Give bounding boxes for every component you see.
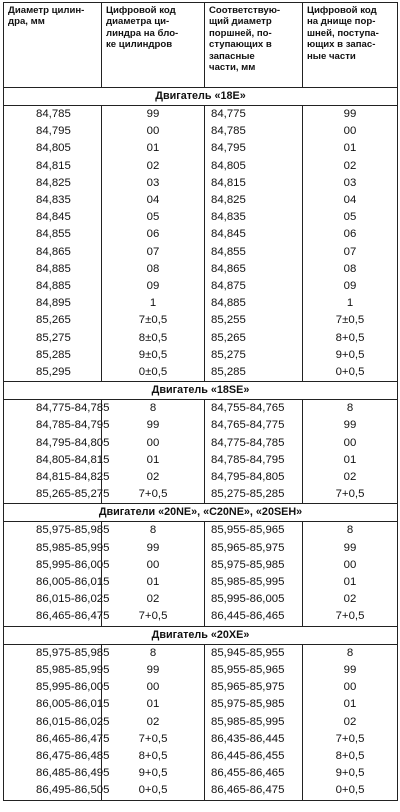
table-row	[4, 417, 398, 434]
piston-diameter-cell: 84,795	[205, 140, 303, 157]
cylinder-code-cell: 08	[102, 261, 205, 278]
header-line: Цифровой код	[106, 5, 176, 16]
cylinder-code-cell: 01	[102, 574, 205, 591]
section-title: Двигатели «20NE», «C20NE», «20SEH»	[4, 504, 398, 522]
cylinder-diameter-cell: 85,995-86,005	[4, 557, 102, 574]
cylinder-diameter-cell: 84,825	[4, 175, 102, 192]
piston-diameter-cell: 84,775	[205, 106, 303, 124]
cylinder-diameter-cell: 85,285	[4, 347, 102, 364]
cylinder-diameter-cell: 84,805-84,815	[4, 452, 102, 469]
piston-diameter-cell: 86,465-86,475	[205, 782, 303, 800]
piston-diameter-cell: 84,855	[205, 244, 303, 261]
piston-code-cell: 8+0,5	[303, 330, 398, 347]
cylinder-code-cell: 7+0,5	[102, 608, 205, 626]
table-row	[4, 158, 398, 175]
header-line: части, мм	[209, 62, 256, 74]
piston-code-cell: 02	[303, 158, 398, 175]
cylinder-diameter-cell: 84,795-84,805	[4, 435, 102, 452]
cylinder-code-cell: 04	[102, 192, 205, 209]
table-row	[4, 679, 398, 696]
section-header-row	[4, 382, 398, 400]
piston-diameter-cell: 84,815	[205, 175, 303, 192]
piston-diameter-cell: 85,255	[205, 312, 303, 329]
cylinder-diameter-cell: 85,985-85,995	[4, 662, 102, 679]
piston-diameter-cell: 85,955-85,965	[205, 522, 303, 540]
cylinder-code-cell: 99	[102, 540, 205, 557]
table-header	[4, 3, 398, 88]
piston-diameter-cell: 84,865	[205, 261, 303, 278]
cylinder-code-cell: 7±0,5	[102, 312, 205, 329]
piston-code-cell: 09	[303, 278, 398, 295]
page	[3, 2, 397, 801]
cylinder-diameter-cell: 84,785	[4, 106, 102, 124]
piston-diameter-cell: 84,795-84,805	[205, 469, 303, 486]
table-row	[4, 435, 398, 452]
piston-code-cell: 00	[303, 557, 398, 574]
table-row	[4, 226, 398, 243]
cylinder-code-cell: 8	[102, 644, 205, 662]
section-header-row	[4, 88, 398, 106]
piston-code-cell: 99	[303, 417, 398, 434]
piston-diameter-cell: 86,455-86,465	[205, 765, 303, 782]
cylinder-diameter-cell: 84,785-84,795	[4, 417, 102, 434]
header-line: диаметра ци-	[106, 16, 170, 28]
table-row	[4, 330, 398, 347]
table-row	[4, 175, 398, 192]
piston-code-cell: 02	[303, 469, 398, 486]
cylinder-code-cell: 0+0,5	[102, 782, 205, 800]
cylinder-diameter-cell: 84,815-84,825	[4, 469, 102, 486]
piston-code-cell: 7+0,5	[303, 731, 398, 748]
table-row	[4, 123, 398, 140]
cylinder-code-cell: 9±0,5	[102, 347, 205, 364]
piston-diameter-cell: 85,985-85,995	[205, 574, 303, 591]
header-line: Соответствую-	[209, 5, 281, 16]
table-row	[4, 278, 398, 295]
table-row	[4, 209, 398, 226]
cylinder-code-cell: 07	[102, 244, 205, 261]
piston-diameter-cell: 84,875	[205, 278, 303, 295]
cylinder-diameter-cell: 84,855	[4, 226, 102, 243]
piston-code-cell: 0+0,5	[303, 782, 398, 800]
header-line: на днище пор-	[307, 16, 376, 28]
cylinder-code-cell: 05	[102, 209, 205, 226]
header-line: ные части	[307, 50, 356, 62]
cylinder-diameter-cell: 86,495-86,505	[4, 782, 102, 800]
cylinder-diameter-cell: 86,465-86,475	[4, 731, 102, 748]
table-row	[4, 522, 398, 540]
cylinder-code-cell: 06	[102, 226, 205, 243]
piston-code-cell: 9+0,5	[303, 347, 398, 364]
piston-diameter-cell: 84,755-84,765	[205, 400, 303, 418]
piston-code-cell: 01	[303, 452, 398, 469]
cylinder-diameter-cell: 85,295	[4, 364, 102, 382]
table-row	[4, 140, 398, 157]
table-row	[4, 748, 398, 765]
cylinder-diameter-cell: 84,775-84,785	[4, 400, 102, 418]
header-line: запасные	[209, 50, 255, 62]
piston-code-cell: 99	[303, 540, 398, 557]
header-line: Цифровой код	[307, 5, 377, 16]
piston-diameter-cell: 85,265	[205, 330, 303, 347]
table-row	[4, 192, 398, 209]
table-row	[4, 731, 398, 748]
cylinder-code-cell: 1	[102, 295, 205, 312]
header-row	[4, 3, 398, 88]
piston-code-cell: 7+0,5	[303, 486, 398, 504]
piston-code-cell: 9+0,5	[303, 765, 398, 782]
piston-diameter-cell: 84,805	[205, 158, 303, 175]
cylinder-diameter-cell: 84,845	[4, 209, 102, 226]
piston-diameter-cell: 85,975-85,985	[205, 696, 303, 713]
piston-code-cell: 08	[303, 261, 398, 278]
piston-diameter-cell: 85,995-86,005	[205, 591, 303, 608]
piston-diameter-cell: 86,435-86,445	[205, 731, 303, 748]
cylinder-diameter-cell: 84,885	[4, 278, 102, 295]
piston-diameter-cell: 85,275-85,285	[205, 486, 303, 504]
piston-diameter-cell: 85,985-85,995	[205, 714, 303, 731]
cylinder-diameter-cell: 84,885	[4, 261, 102, 278]
table-row	[4, 608, 398, 626]
header-line: шней, поступа-	[307, 27, 379, 39]
header-line: линдра на бло-	[106, 27, 179, 39]
cylinder-diameter-cell: 84,795	[4, 123, 102, 140]
piston-code-cell: 04	[303, 192, 398, 209]
table-row	[4, 312, 398, 329]
cylinder-code-cell: 99	[102, 106, 205, 124]
piston-code-cell: 0+0,5	[303, 364, 398, 382]
cylinder-code-cell: 00	[102, 123, 205, 140]
piston-diameter-cell: 84,765-84,775	[205, 417, 303, 434]
table-row	[4, 782, 398, 800]
section-title: Двигатель «18SE»	[4, 382, 398, 400]
piston-code-cell: 03	[303, 175, 398, 192]
cylinder-code-cell: 02	[102, 714, 205, 731]
section-header-row	[4, 626, 398, 644]
cylinder-code-cell: 09	[102, 278, 205, 295]
piston-cylinder-table	[3, 2, 398, 801]
cylinder-code-cell: 00	[102, 679, 205, 696]
cylinder-diameter-cell: 84,815	[4, 158, 102, 175]
cylinder-code-cell: 01	[102, 452, 205, 469]
table-row	[4, 714, 398, 731]
table-row	[4, 486, 398, 504]
piston-diameter-cell: 85,975-85,985	[205, 557, 303, 574]
piston-code-cell: 01	[303, 140, 398, 157]
cylinder-code-cell: 01	[102, 140, 205, 157]
piston-code-cell: 05	[303, 209, 398, 226]
piston-diameter-cell: 85,945-85,955	[205, 644, 303, 662]
cylinder-diameter-cell: 85,995-86,005	[4, 679, 102, 696]
header-line: дра, мм	[8, 16, 45, 28]
piston-diameter-cell: 85,275	[205, 347, 303, 364]
table-row	[4, 261, 398, 278]
piston-code-cell: 01	[303, 696, 398, 713]
header-cylinder-diameter	[4, 3, 102, 88]
header-piston-diameter	[205, 3, 303, 88]
table-row	[4, 765, 398, 782]
table-row	[4, 347, 398, 364]
cylinder-diameter-cell: 86,005-86,015	[4, 574, 102, 591]
table-row	[4, 540, 398, 557]
piston-code-cell: 99	[303, 662, 398, 679]
cylinder-diameter-cell: 85,265-85,275	[4, 486, 102, 504]
table-row	[4, 106, 398, 124]
header-line: ступающих в	[209, 39, 272, 51]
cylinder-diameter-cell: 85,985-85,995	[4, 540, 102, 557]
piston-code-cell: 07	[303, 244, 398, 261]
piston-code-cell: 8	[303, 644, 398, 662]
piston-code-cell: 00	[303, 435, 398, 452]
cylinder-code-cell: 7+0,5	[102, 486, 205, 504]
piston-diameter-cell: 84,835	[205, 209, 303, 226]
piston-code-cell: 06	[303, 226, 398, 243]
cylinder-diameter-cell: 86,465-86,475	[4, 608, 102, 626]
cylinder-diameter-cell: 84,805	[4, 140, 102, 157]
cylinder-code-cell: 8	[102, 400, 205, 418]
cylinder-diameter-cell: 84,835	[4, 192, 102, 209]
section-header-row	[4, 504, 398, 522]
piston-diameter-cell: 84,785	[205, 123, 303, 140]
cylinder-code-cell: 8+0,5	[102, 748, 205, 765]
piston-diameter-cell: 84,825	[205, 192, 303, 209]
piston-code-cell: 02	[303, 591, 398, 608]
table-row	[4, 452, 398, 469]
table-row	[4, 574, 398, 591]
cylinder-diameter-cell: 85,975-85,985	[4, 644, 102, 662]
cylinder-diameter-cell: 86,485-86,495	[4, 765, 102, 782]
table-row	[4, 557, 398, 574]
section-title: Двигатель «18Е»	[4, 88, 398, 106]
cylinder-code-cell: 9+0,5	[102, 765, 205, 782]
cylinder-code-cell: 03	[102, 175, 205, 192]
piston-code-cell: 00	[303, 123, 398, 140]
cylinder-code-cell: 00	[102, 557, 205, 574]
cylinder-diameter-cell: 86,015-86,025	[4, 591, 102, 608]
table-row	[4, 364, 398, 382]
cylinder-code-cell: 02	[102, 469, 205, 486]
header-cylinder-code	[102, 3, 205, 88]
piston-code-cell: 7+0,5	[303, 608, 398, 626]
cylinder-diameter-cell: 85,265	[4, 312, 102, 329]
header-piston-code	[303, 3, 398, 88]
cylinder-diameter-cell: 84,865	[4, 244, 102, 261]
piston-diameter-cell: 86,445-86,465	[205, 608, 303, 626]
piston-code-cell: 8	[303, 400, 398, 418]
piston-diameter-cell: 85,965-85,975	[205, 540, 303, 557]
cylinder-diameter-cell: 86,005-86,015	[4, 696, 102, 713]
cylinder-code-cell: 8	[102, 522, 205, 540]
piston-code-cell: 8	[303, 522, 398, 540]
header-line: Диаметр цилин-	[8, 5, 85, 16]
piston-diameter-cell: 85,965-85,975	[205, 679, 303, 696]
piston-code-cell: 00	[303, 679, 398, 696]
piston-diameter-cell: 85,285	[205, 364, 303, 382]
cylinder-code-cell: 99	[102, 417, 205, 434]
piston-diameter-cell: 84,885	[205, 295, 303, 312]
piston-code-cell: 99	[303, 106, 398, 124]
cylinder-code-cell: 00	[102, 435, 205, 452]
section-title: Двигатель «20ХЕ»	[4, 626, 398, 644]
piston-code-cell: 01	[303, 574, 398, 591]
piston-diameter-cell: 86,445-86,455	[205, 748, 303, 765]
piston-diameter-cell: 84,785-84,795	[205, 452, 303, 469]
cylinder-code-cell: 99	[102, 662, 205, 679]
cylinder-diameter-cell: 85,275	[4, 330, 102, 347]
table-row	[4, 662, 398, 679]
table-row	[4, 295, 398, 312]
table-row	[4, 469, 398, 486]
piston-code-cell: 8+0,5	[303, 748, 398, 765]
cylinder-code-cell: 02	[102, 591, 205, 608]
table-row	[4, 696, 398, 713]
cylinder-diameter-cell: 85,975-85,985	[4, 522, 102, 540]
table-row	[4, 244, 398, 261]
header-line: поршней, по-	[209, 27, 272, 39]
piston-diameter-cell: 84,845	[205, 226, 303, 243]
piston-code-cell: 02	[303, 714, 398, 731]
cylinder-diameter-cell: 86,475-86,485	[4, 748, 102, 765]
cylinder-code-cell: 7+0,5	[102, 731, 205, 748]
cylinder-code-cell: 0±0,5	[102, 364, 205, 382]
table-row	[4, 644, 398, 662]
cylinder-code-cell: 02	[102, 158, 205, 175]
header-line: ющих в запас-	[307, 39, 376, 51]
table-row	[4, 400, 398, 418]
piston-diameter-cell: 84,775-84,785	[205, 435, 303, 452]
table-row	[4, 591, 398, 608]
cylinder-code-cell: 8±0,5	[102, 330, 205, 347]
cylinder-code-cell: 01	[102, 696, 205, 713]
cylinder-diameter-cell: 84,895	[4, 295, 102, 312]
header-line: ке цилиндров	[106, 39, 173, 51]
piston-code-cell: 1	[303, 295, 398, 312]
cylinder-diameter-cell: 86,015-86,025	[4, 714, 102, 731]
header-line: щий диаметр	[209, 16, 272, 28]
piston-diameter-cell: 85,955-85,965	[205, 662, 303, 679]
table-body	[4, 88, 398, 801]
piston-code-cell: 7±0,5	[303, 312, 398, 329]
